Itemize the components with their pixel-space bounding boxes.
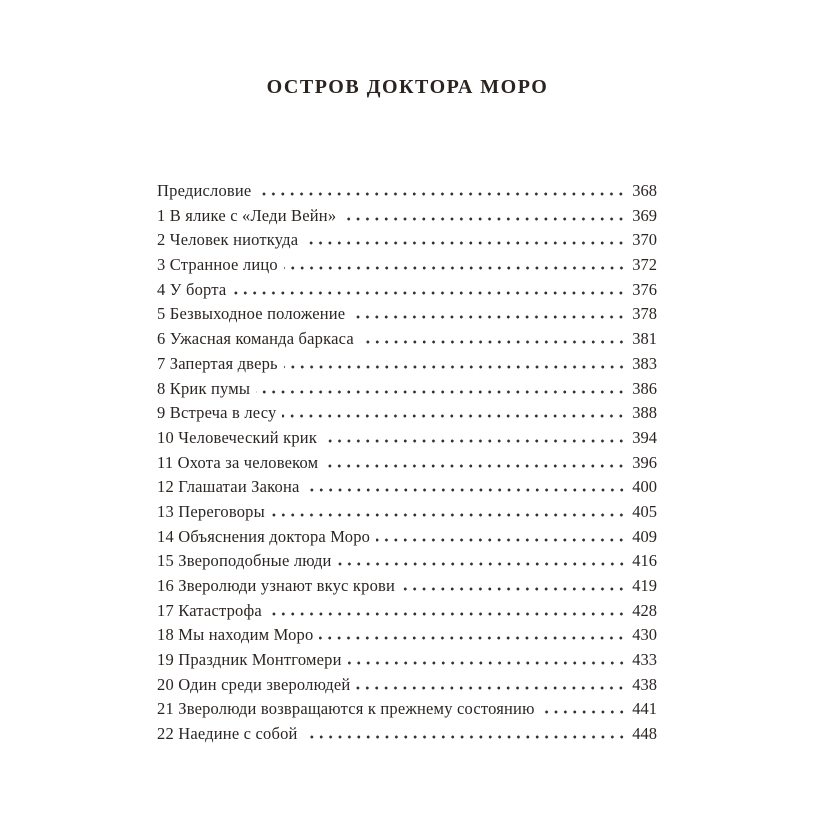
toc-entry	[157, 230, 657, 255]
toc-entry-label: 8 Крик пумы	[157, 378, 251, 398]
toc-entry-label: Предисловие	[157, 181, 252, 200]
toc-entry	[157, 477, 657, 502]
toc-entry	[157, 502, 657, 527]
toc-entry	[157, 206, 657, 231]
toc-entry	[157, 551, 657, 576]
toc-entry-label: 16 Зверолюди узнают вкус крови	[157, 576, 396, 595]
toc-entry-label: 21 Зверолюди возвращаются к прежнему состоянию	[157, 699, 535, 719]
dot-leader	[304, 241, 626, 245]
dot-leader	[268, 612, 626, 616]
toc-entry-page: 369	[632, 205, 657, 225]
toc-entry-page: 378	[632, 304, 657, 324]
toc-entry-page: 430	[632, 625, 657, 645]
toc-entry	[157, 724, 657, 749]
toc-entry-page: 448	[632, 724, 657, 744]
dot-leader	[284, 365, 626, 369]
toc-entry-page: 428	[632, 600, 657, 620]
toc-entry-label: 9 Встреча в лесу	[157, 403, 277, 423]
toc-entry-label: 11 Охота за человеком	[157, 452, 319, 472]
toc-entry-page: 381	[632, 329, 657, 349]
toc-entry-page: 386	[632, 378, 657, 398]
page-title: ОСТРОВ ДОКТОРА МОРО	[266, 76, 549, 98]
toc-entry-label: 22 Наедине с собой	[157, 724, 298, 744]
toc-entry-label: 2 Человек ниоткуда	[157, 230, 299, 250]
toc-entry	[157, 255, 657, 280]
dot-leader	[257, 192, 626, 196]
toc-entry-page: 416	[632, 551, 657, 571]
toc-entry-page: 409	[632, 526, 657, 546]
toc-entry	[157, 428, 657, 453]
toc-entry	[157, 304, 657, 329]
toc-entry-page: 394	[632, 427, 657, 447]
toc-entry-page: 370	[632, 230, 657, 250]
toc-entry-page: 388	[632, 403, 657, 423]
toc-entry	[157, 625, 657, 650]
toc-entry-page: 405	[632, 501, 657, 521]
toc-entry-label: 1 В ялике с «Леди Вейн»	[157, 205, 337, 225]
toc-entry-page: 441	[632, 699, 657, 719]
dot-leader	[284, 266, 626, 270]
dot-leader	[282, 414, 626, 418]
dot-leader	[271, 513, 626, 517]
toc-entry-page: 400	[632, 477, 657, 497]
toc-entry	[157, 354, 657, 379]
toc-entry-label: 12 Глашатаи Закона	[157, 477, 300, 497]
dot-leader	[256, 390, 626, 394]
toc-entry-page: 419	[632, 576, 657, 595]
toc-list	[157, 181, 657, 749]
toc-entry-label: 17 Катастрофа	[157, 600, 262, 620]
toc-entry-label: 19 Праздник Монтгомери	[157, 650, 342, 670]
toc-entry	[157, 453, 657, 478]
toc-entry-label: 10 Человеческий крик	[157, 427, 318, 447]
toc-entry	[157, 601, 657, 626]
toc-entry	[157, 329, 657, 354]
dot-leader	[323, 439, 626, 443]
toc-entry	[157, 675, 657, 700]
toc-entry	[157, 181, 657, 206]
toc-entry-label: 3 Странное лицо	[157, 255, 278, 275]
toc-entry	[157, 576, 657, 601]
dot-leader	[348, 661, 626, 665]
dot-leader	[306, 488, 626, 492]
toc-entry	[157, 379, 657, 404]
toc-entry-label: 15 Звероподобные люди	[157, 551, 332, 571]
toc-entry-page: 396	[632, 452, 657, 472]
dot-leader	[324, 464, 626, 468]
dot-leader	[342, 217, 626, 221]
dot-leader	[304, 735, 626, 739]
toc-entry-label: 14 Объяснения доктора Моро	[157, 526, 371, 546]
toc-entry	[157, 280, 657, 305]
dot-leader	[232, 291, 626, 295]
toc-entry	[157, 403, 657, 428]
toc-entry-label: 7 Запертая дверь	[157, 353, 278, 373]
toc-entry	[157, 527, 657, 552]
toc-entry-page: 383	[632, 353, 657, 373]
dot-leader	[360, 340, 626, 344]
toc-entry-label: 6 Ужасная команда баркаса	[157, 329, 354, 349]
toc-entry-label: 5 Безвыходное положение	[157, 304, 346, 324]
toc-entry-label: 18 Мы находим Моро	[157, 625, 314, 645]
toc-entry-label: 20 Один среди зверолюдей	[157, 674, 351, 694]
dot-leader	[319, 636, 626, 640]
dot-leader	[351, 315, 626, 319]
toc-entry-page: 372	[632, 255, 657, 275]
dot-leader	[376, 538, 626, 542]
toc-entry-label: 4 У борта	[157, 279, 227, 299]
toc-entry	[157, 699, 657, 724]
dot-leader	[401, 587, 626, 591]
toc-entry-page: 438	[632, 674, 657, 694]
dot-leader	[541, 710, 626, 714]
toc-entry-page: 368	[632, 181, 657, 200]
toc-entry-page: 433	[632, 650, 657, 670]
dot-leader	[356, 686, 626, 690]
toc-entry	[157, 650, 657, 675]
dot-leader	[338, 562, 626, 566]
toc-entry-page: 376	[632, 279, 657, 299]
toc-entry-label: 13 Переговоры	[157, 501, 265, 521]
